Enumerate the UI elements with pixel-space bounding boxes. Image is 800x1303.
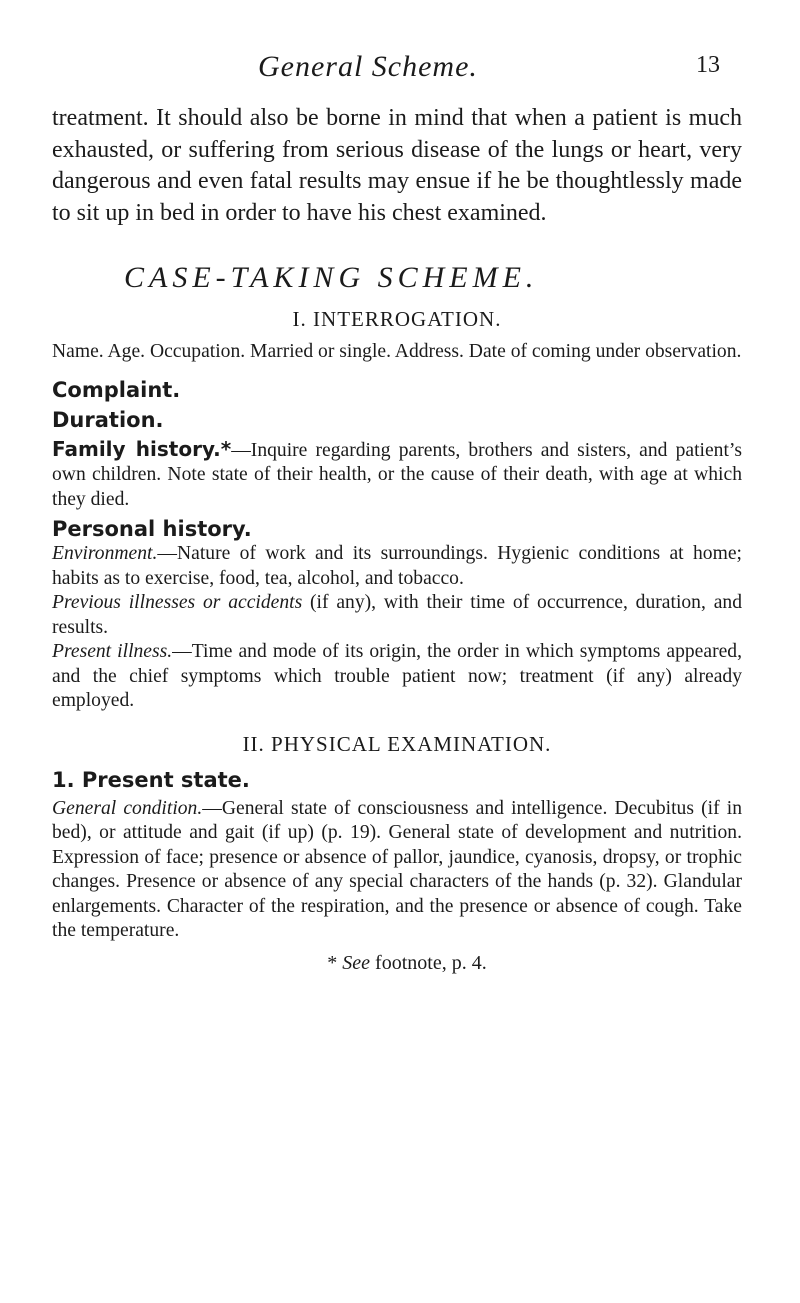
page-number: 13 <box>696 52 720 78</box>
general-condition-label: General condition. <box>52 797 203 819</box>
general-condition-paragraph <box>52 797 742 944</box>
previous-illnesses-paragraph <box>52 591 742 640</box>
footnote-see: See <box>342 951 371 974</box>
previous-illnesses-label: Previous illnesses or accidents <box>52 592 303 613</box>
complaint-heading: Complaint. <box>52 377 181 402</box>
family-history-heading: Family history.* <box>52 436 232 461</box>
family-history-text: —Inquire regarding parents, brothers and sisters, and patient’s own children. Note state of their health, or the cause of their death, with age at which they died. <box>52 439 742 510</box>
page-header <box>258 50 738 90</box>
page-body <box>52 103 742 975</box>
environment-text: —Nature of work and its surroundings. Hygienic conditions at home; habits as to exercise, food, tea, alcohol, and tobacco. <box>52 543 742 589</box>
intro-paragraph: treatment. It should also be borne in mind that when a patient is much exhausted, or suffering from serious disease of the lungs or heart, very dangerous and even fatal results may ensue if he be thoughtlessly made to sit up in bed in order to have his chest examined. <box>52 105 742 226</box>
present-illness-paragraph <box>52 640 742 714</box>
previous-illnesses-text: (if any), with their time of occurrence, duration, and results. <box>52 592 742 638</box>
scheme-title: CASE-TAKING SCHEME. <box>124 261 539 294</box>
present-illness-text: —Time and mode of its origin, the order in which symptoms appeared, and the chief symptoms which trouble patient now; treatment (if any) already employed. <box>52 641 742 711</box>
footnote <box>52 952 742 975</box>
part2-heading: II. PHYSICAL EXAMINATION. <box>242 731 552 756</box>
present-state-heading: 1. Present state. <box>52 767 250 792</box>
footnote-marker: * <box>327 951 343 974</box>
part1-heading: I. INTERROGATION. <box>292 307 502 331</box>
general-condition-text: —General state of consciousness and intelligence. Decubitus (if in bed), or attitude and gait (if up) (p. 19). General state of development and nutrition. Expression of face; presence or absence of pallor, jaundice, cyanosis, dropsy, or trophic changes. Presence or absence of any special characters of the hands (p. 32). Glandular enlargements. Character of the respiration, and the presence or absence of cough. Take the temperature. <box>52 797 742 941</box>
footnote-text: footnote, p. 4. <box>370 951 487 974</box>
environment-paragraph <box>52 542 742 591</box>
family-history <box>52 437 742 513</box>
particulars-line: Name. Age. Occupation. Married or single. Address. Date of coming under observation. <box>52 341 742 362</box>
running-head: General Scheme. <box>258 50 478 83</box>
personal-history-heading: Personal history. <box>52 517 252 541</box>
environment-label: Environment. <box>52 543 158 564</box>
duration-heading: Duration. <box>52 407 164 432</box>
present-illness-label: Present illness. <box>52 641 173 662</box>
